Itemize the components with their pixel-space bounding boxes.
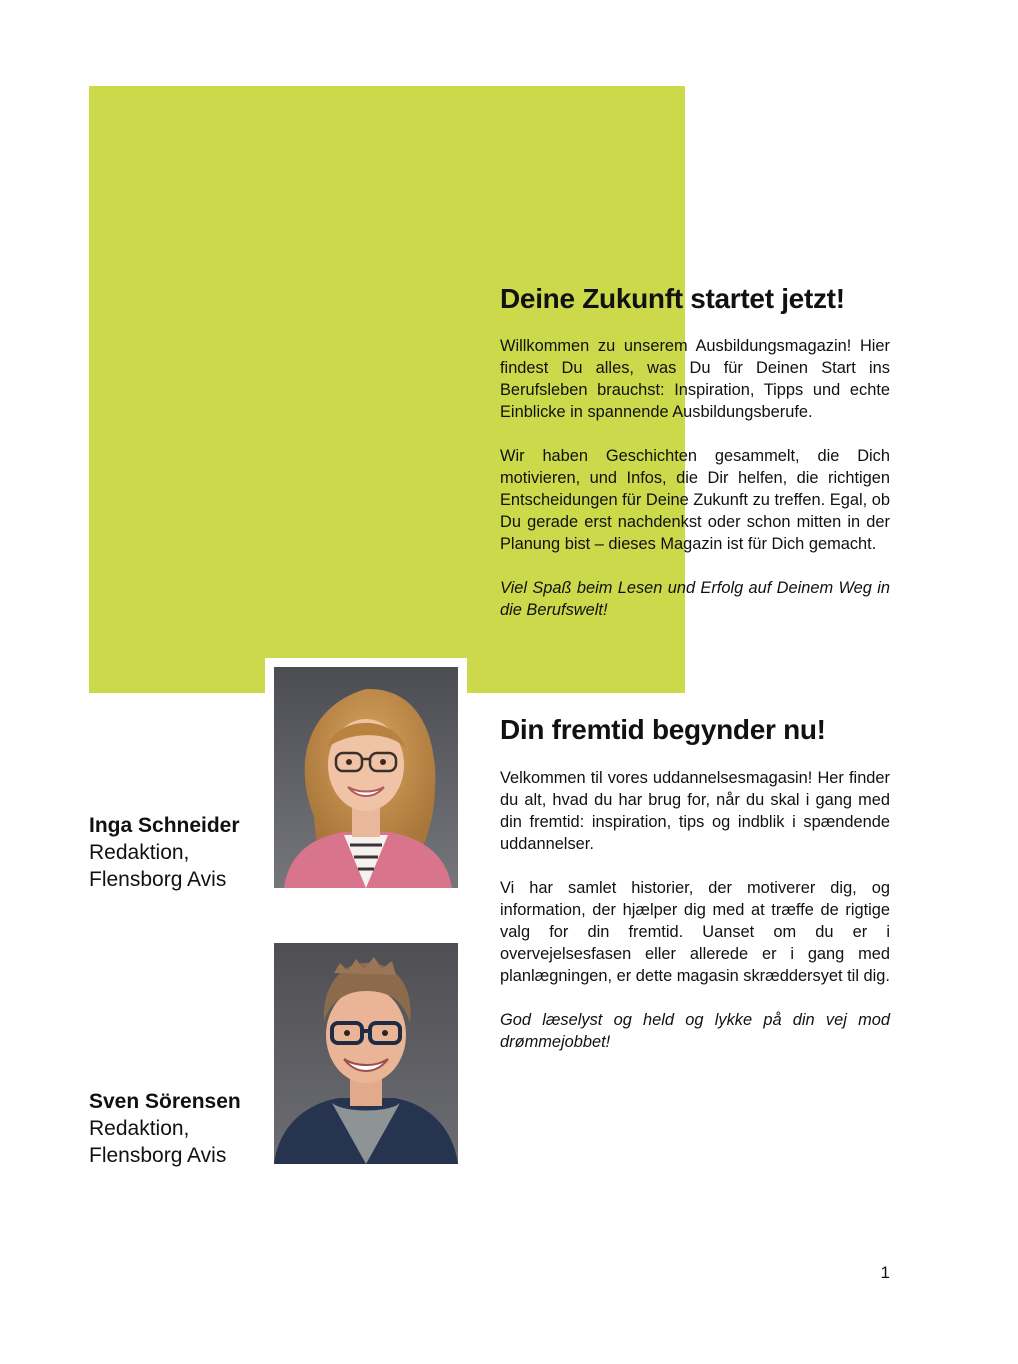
editor-caption-inga xyxy=(89,812,269,893)
german-paragraph-2: Wir haben Geschichten gesammelt, die Dich motivieren, und Infos, die Dir helfen, die richtigen Entscheidungen für Deine Zukunft zu treffen. Egal, ob Du gerade erst nachdenkst oder schon mitten in der Planung bist – dieses Magazin ist für Dich gemacht. xyxy=(500,447,890,553)
editor-caption-sven xyxy=(89,1088,269,1169)
danish-heading: Din fremtid begynder nu! xyxy=(500,714,826,745)
danish-paragraph-2: Vi har samlet historier, der motiverer dig, og information, der hjælper dig med at træffe de rigtige valg for din fremtid. Uanset om du er i overvejelsesfasen eller allerede er i gang med planlægningen, er dette magasin skræddersyet til dig. xyxy=(500,879,890,985)
editor-name: Sven Sörensen xyxy=(89,1090,241,1113)
editor-role: Redaktion, xyxy=(89,1117,190,1140)
danish-paragraph-1: Velkommen til vores uddannelsesmagasin! Her finder du alt, hvad du har brug for, når du skal i gang med din fremtid: inspiration, tips og indblik i spændende uddannelser. xyxy=(500,769,890,853)
editor-role: Redaktion, xyxy=(89,841,190,864)
inga-schneider-portrait xyxy=(274,667,458,888)
german-closing: Viel Spaß beim Lesen und Erfolg auf Deinem Weg in die Berufswelt! xyxy=(500,579,890,619)
german-paragraph-1: Willkommen zu unserem Ausbildungsmagazin! Hier findest Du alles, was Du für Deinen Start ins Berufsleben brauchst: Inspiration, Tipps und echte Einblicke in spannende Ausbildungsberufe. xyxy=(500,337,890,421)
editor-organization: Flensborg Avis xyxy=(89,1144,227,1167)
editor-organization: Flensborg Avis xyxy=(89,868,227,891)
sven-sorensen-portrait xyxy=(274,943,458,1164)
german-editorial xyxy=(500,282,890,621)
danish-closing: God læselyst og held og lykke på din vej mod drømmejobbet! xyxy=(500,1011,890,1051)
danish-editorial xyxy=(500,713,890,1053)
page-number: 1 xyxy=(880,1263,890,1282)
german-heading: Deine Zukunft startet jetzt! xyxy=(500,283,845,314)
editor-name: Inga Schneider xyxy=(89,814,240,837)
